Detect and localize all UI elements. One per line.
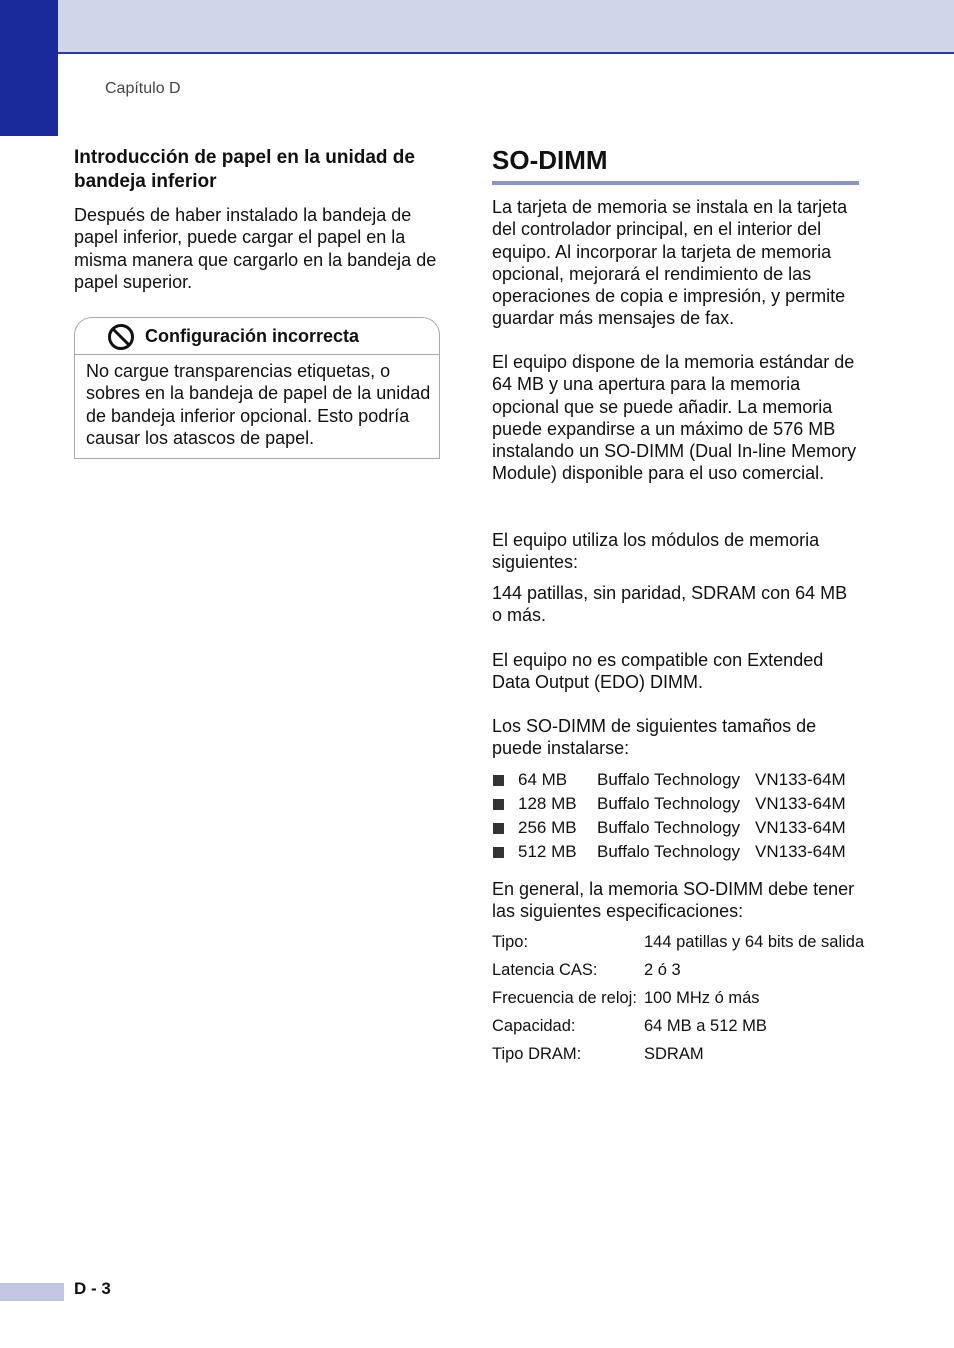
memory-part: VN133-64M [755, 818, 846, 837]
memory-vendor: Buffalo Technology [597, 770, 741, 789]
paragraph-edo: El equipo no es compatible con Extended Data Output (EDO) DIMM. [492, 650, 824, 693]
section-paragraph: Después de haber instalado la bandeja de papel inferior, puede cargar el papel en la misma manera que cargarlo en la bandeja de papel superior. [74, 205, 437, 292]
list-item [492, 794, 860, 818]
memory-size: 64 MB [518, 770, 568, 789]
spec-value: 64 MB a 512 MB [644, 1017, 767, 1035]
memory-part: VN133-64M [755, 794, 846, 813]
memory-vendor: Buffalo Technology [597, 818, 741, 837]
title-underline [492, 181, 859, 185]
memory-vendor: Buffalo Technology [597, 842, 741, 861]
paragraph-modules: El equipo utiliza los módulos de memoria siguientes: [492, 530, 820, 573]
footer-band [0, 1283, 64, 1301]
section-heading: Introducción de papel en la unidad de bandeja inferior [74, 147, 415, 192]
table-row [492, 933, 865, 961]
spec-key: Tipo DRAM: [492, 1045, 582, 1063]
spec-key: Frecuencia de reloj: [492, 989, 637, 1007]
memory-size-list [492, 770, 860, 866]
chapter-tab-block [0, 0, 58, 136]
spec-key: Latencia CAS: [492, 961, 598, 979]
list-item [492, 842, 860, 866]
spec-key: Tipo: [492, 933, 529, 951]
spec-table [492, 933, 865, 1073]
memory-size: 128 MB [518, 794, 577, 813]
left-column [74, 146, 442, 293]
memory-size: 256 MB [518, 818, 577, 837]
paragraph-module-spec: 144 patillas, sin paridad, SDRAM con 64 MB o más. [492, 583, 848, 626]
paragraph-intro: La tarjeta de memoria se instala en la tarjeta del controlador principal, en el interior del equipo. Al incorporar la tarjeta de memoria opcional, mejorará el rendimiento de las operaciones de copia e impresión, y permite guardar más mensajes de fax. [492, 197, 848, 329]
memory-size: 512 MB [518, 842, 577, 861]
table-row [492, 989, 862, 1017]
memory-vendor: Buffalo Technology [597, 794, 741, 813]
warning-header [75, 318, 439, 355]
spec-value: 144 patillas y 64 bits de salida [644, 933, 865, 951]
table-row [492, 961, 862, 989]
page-title: SO-DIMM [492, 145, 608, 175]
list-item [492, 770, 860, 794]
table-row [492, 1045, 862, 1073]
paragraph-specifications: En general, la memoria SO-DIMM debe tener las siguientes especificaciones: [492, 879, 855, 922]
spec-value: 100 MHz ó más [644, 989, 760, 1007]
header-band [0, 0, 954, 54]
bullet-square [493, 823, 504, 834]
spec-value: 2 ó 3 [644, 961, 681, 979]
memory-part: VN133-64M [755, 770, 846, 789]
paragraph-sizes: Los SO-DIMM de siguientes tamaños de puede instalarse: [492, 716, 817, 759]
paragraph-standard-memory: El equipo dispone de la memoria estándar de 64 MB y una apertura para la memoria opcional que se puede añadir. La memoria puede expandirse a un máximo de 576 MB instalando un SO-DIMM (Dual In-line Memory Module) disponible para el uso comercial. [492, 352, 857, 484]
prohibited-icon [107, 323, 135, 351]
bullet-square [493, 847, 504, 858]
spec-value: SDRAM [644, 1045, 704, 1063]
bullet-square [493, 775, 504, 786]
warning-body: No cargue transparencias etiquetas, o sobres en la bandeja de papel de la unidad de bandeja inferior opcional. Esto podría causar los atascos de papel. [86, 361, 431, 448]
list-item [492, 818, 860, 842]
bullet-square [493, 799, 504, 810]
warning-title: Configuración incorrecta [145, 326, 360, 346]
page-number: D - 3 [74, 1279, 111, 1298]
chapter-label: Capítulo D [105, 80, 181, 97]
table-row [492, 1017, 862, 1045]
spec-key: Capacidad: [492, 1017, 576, 1035]
warning-box [74, 317, 440, 459]
memory-part: VN133-64M [755, 842, 846, 861]
right-column [492, 144, 865, 1063]
